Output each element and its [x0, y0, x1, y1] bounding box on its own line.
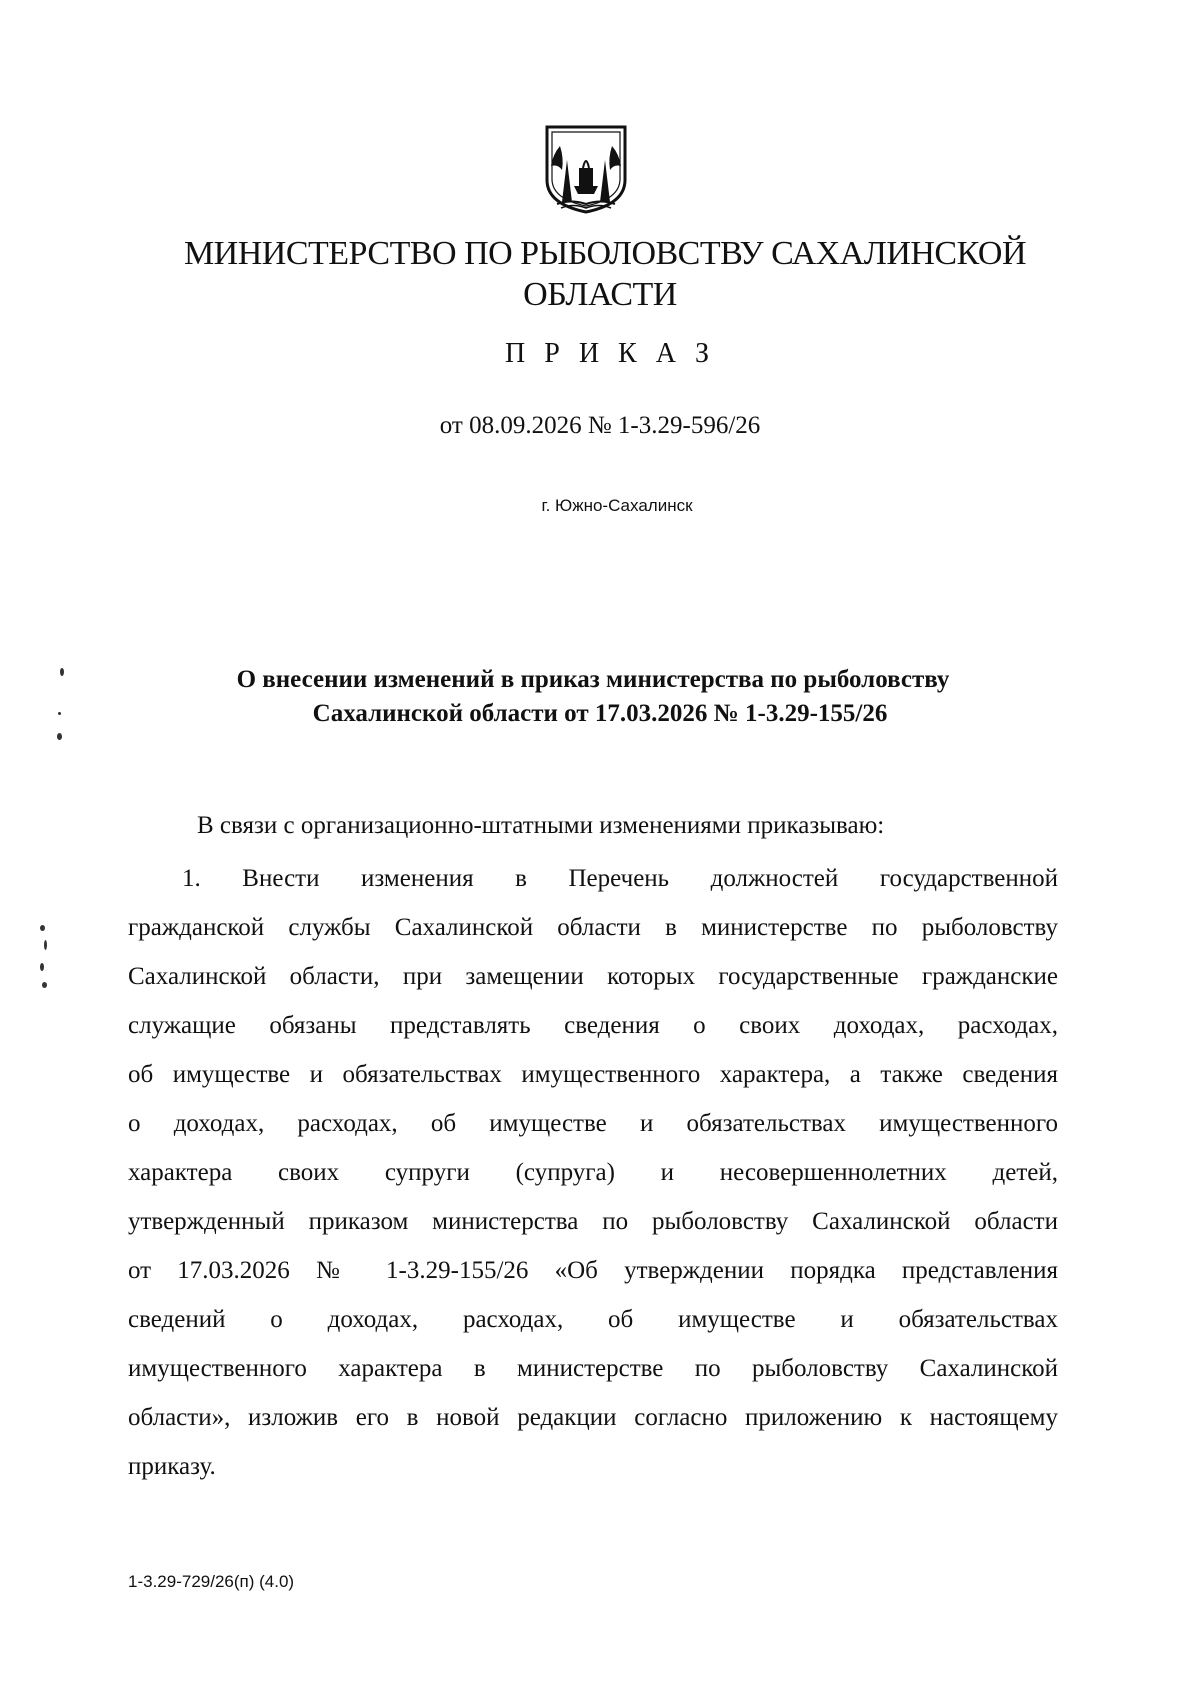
paragraph-line: 1. Внести изменения в Перечень должностей государственной: [182, 865, 1058, 892]
paragraph-line: сведений о доходах, расходах, об имуществе и обязательствах: [128, 1306, 1058, 1333]
scan-mark: [58, 712, 61, 715]
scan-mark: [57, 733, 62, 740]
intro-sentence: В связи с организационно-штатными изменениями приказываю:: [197, 812, 885, 839]
paragraph-line: Сахалинской области, при замещении которых государственные гражданские: [128, 963, 1058, 990]
paragraph-line: имущественного характера в министерстве по рыболовству Сахалинской: [128, 1355, 1058, 1382]
scan-mark: [60, 668, 64, 676]
ministry-name-line-1: МИНИСТЕРСТВО ПО РЫБОЛОВСТВУ САХАЛИНСКОЙ: [183, 235, 1027, 272]
subject-line-1: О внесении изменений в приказ министерства по рыболовству: [236, 666, 950, 693]
coat-of-arms-emblem: [543, 124, 629, 214]
scan-mark: [42, 982, 47, 988]
paragraph-line: характера своих супруги (супруга) и несовершеннолетних детей,: [128, 1159, 1058, 1186]
paragraph-line: служащие обязаны представлять сведения о своих доходах, расходах,: [128, 1012, 1058, 1039]
scan-mark: [44, 940, 47, 950]
subject-line-2: Сахалинской области от 17.03.2026 № 1-3.29-155/26: [312, 700, 888, 727]
document-code-footer: 1-3.29-729/26(п) (4.0): [128, 1572, 295, 1591]
paragraph-1: [128, 854, 1058, 1491]
paragraph-line: области», изложив его в новой редакции согласно приложению к настоящему: [128, 1404, 1058, 1431]
paragraph-line: о доходах, расходах, об имуществе и обязательствах имущественного: [128, 1110, 1058, 1137]
paragraph-line: об имуществе и обязательствах имущественного характера, а также сведения: [128, 1061, 1058, 1088]
paragraph-line: гражданской службы Сахалинской области в министерстве по рыболовству: [128, 914, 1058, 941]
city-location: г. Южно-Сахалинск: [541, 496, 693, 515]
paragraph-line: от 17.03.2026 № 1-3.29-155/26 «Об утверждении порядка представления: [128, 1257, 1058, 1284]
scan-mark: [40, 925, 45, 931]
paragraph-line: приказу.: [128, 1453, 216, 1480]
scan-mark: [40, 963, 44, 971]
paragraph-line: утвержденный приказом министерства по рыболовству Сахалинской области: [128, 1208, 1058, 1235]
document-type-title: П Р И К А З: [505, 338, 715, 369]
order-date-number: от 08.09.2026 № 1-3.29-596/26: [439, 412, 761, 439]
ministry-name-line-2: ОБЛАСТИ: [523, 276, 677, 313]
